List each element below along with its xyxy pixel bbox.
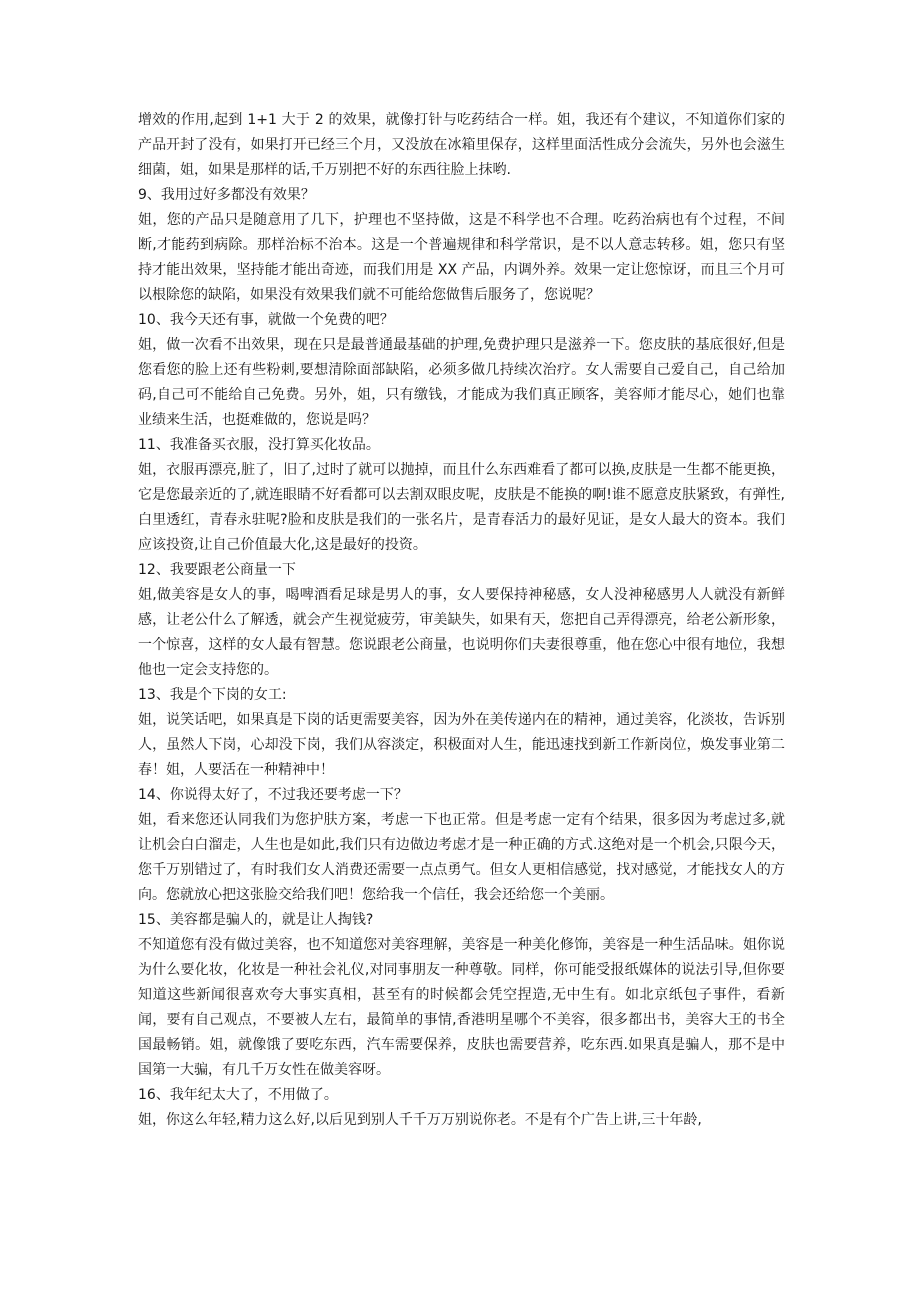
document-page [138, 108, 785, 1133]
paragraph-answer: 增效的作用,起到 1+1 大于 2 的效果，就像打针与吃药结合一样。姐，我还有个建议，不知道你们家的产品开封了没有，如果打开已经三个月，又没放在冰箱里保存，这样里面活性成分会流失，另外也会滋生细菌，姐，如果是那样的话,千万别把不好的东西往脸上抹哟. [138, 112, 785, 178]
paragraph-answer: 姐，说笑话吧，如果真是下岗的话更需要美容，因为外在美传递内在的精神，通过美容，化淡妆，告诉别人，虽然人下岗，心却没下岗，我们从容淡定，积极面对人生，能迅速找到新工作新岗位，焕发事业第二春！姐，人要活在一种精神中！ [138, 712, 785, 778]
paragraph-answer: 姐，做一次看不出效果，现在只是最普通最基础的护理,免费护理只是滋养一下。您皮肤的基底很好,但是您看您的脸上还有些粉刺,要想清除面部缺陷，必须多做几持续次治疗。女人需要自己爱自己，自己给加码,自己可不能给自己免费。另外，姐，只有缴钱，才能成为我们真正顾客，美容师才能尽心，她们也靠业绩来生活，也挺难做的，您说是吗？ [138, 337, 785, 428]
question-9: 9、我用过好多都没有效果？ [138, 187, 315, 203]
paragraph-answer: 姐，看来您还认同我们为您护肤方案，考虑一下也正常。但是考虑一定有个结果，很多因为考虑过多,就让机会白白溜走，人生也是如此,我们只有边做边考虑才是一种正确的方式.这绝对是一个机会,只限今天，您千万别错过了，有时我们女人消费还需要一点点勇气。但女人更相信感觉，找对感觉，才能找女人的方向。您就放心把这张脸交给我们吧！您给我一个信任，我会还给您一个美丽。 [138, 812, 785, 903]
question-16: 16、我年纪太大了，不用做了。 [138, 1087, 338, 1103]
question-15: 15、美容都是骗人的，就是让人掏钱? [138, 912, 374, 928]
paragraph-answer: 姐,做美容是女人的事，喝啤酒看足球是男人的事，女人要保持神秘感，女人没神秘感男人人就没有新鲜感，让老公什么了解透，就会产生视觉疲劳，审美缺失，如果有天，您把自己弄得漂亮，给老公新形象，一个惊喜，这样的女人最有智慧。您说跟老公商量，也说明你们夫妻很尊重，他在您心中很有地位，我想他也一定会支持您的。 [138, 587, 785, 678]
paragraph-answer: 姐，衣服再漂亮,脏了，旧了,过时了就可以抛掉，而且什么东西难看了都可以换,皮肤是一生都不能更换，它是您最亲近的了,就连眼睛不好看都可以去割双眼皮呢，皮肤是不能换的啊!谁不愿意皮肤紧致，有弹性,白里透红，青春永驻呢?脸和皮肤是我们的一张名片，是青春活力的最好见证，是女人最大的资本。我们应该投资,让自己价值最大化,这是最好的投资。 [138, 462, 785, 553]
paragraph-answer: 姐，你这么年轻,精力这么好,以后见到别人千千万万别说你老。不是有个广告上讲,三十年龄, [138, 1112, 702, 1128]
question-13: 13、我是个下岗的女工: [138, 687, 287, 703]
paragraph-answer: 不知道您有没有做过美容，也不知道您对美容理解，美容是一种美化修饰，美容是一种生活品味。姐你说为什么要化妆，化妆是一种社会礼仪,对同事朋友一种尊敬。同样，你可能受报纸媒体的说法引导,但你要知道这些新闻很喜欢夸大事实真相，甚至有的时候都会凭空捏造,无中生有。如北京纸包子事件，看新闻，要有自己观点，不要被人左右，最简单的事情,香港明星哪个不美容，很多都出书，美容大王的书全国最畅销。姐，就像饿了要吃东西，汽车需要保养，皮肤也需要营养，吃东西.如果真是骗人，那不是中国第一大骗，有几千万女性在做美容呀。 [138, 937, 785, 1078]
question-11: 11、我准备买衣服，没打算买化妆品。 [138, 437, 380, 453]
question-12: 12、我要跟老公商量一下 [138, 562, 296, 578]
paragraph-answer: 姐，您的产品只是随意用了几下，护理也不坚持做，这是不科学也不合理。吃药治病也有个过程，不间断,才能药到病除。那样治标不治本。这是一个普遍规律和科学常识，是不以人意志转移。姐，您只有坚持才能出效果，坚持能才能出奇迹，而我们用是 XX 产品，内调外养。效果一定让您惊讶，而且三个月可以根除您的缺陷，如果没有效果我们就不可能给您做售后服务了，您说呢？ [138, 212, 785, 303]
question-10: 10、我今天还有事，就做一个免费的吧？ [138, 312, 394, 328]
question-14: 14、你说得太好了，不过我还要考虑一下？ [138, 787, 408, 803]
